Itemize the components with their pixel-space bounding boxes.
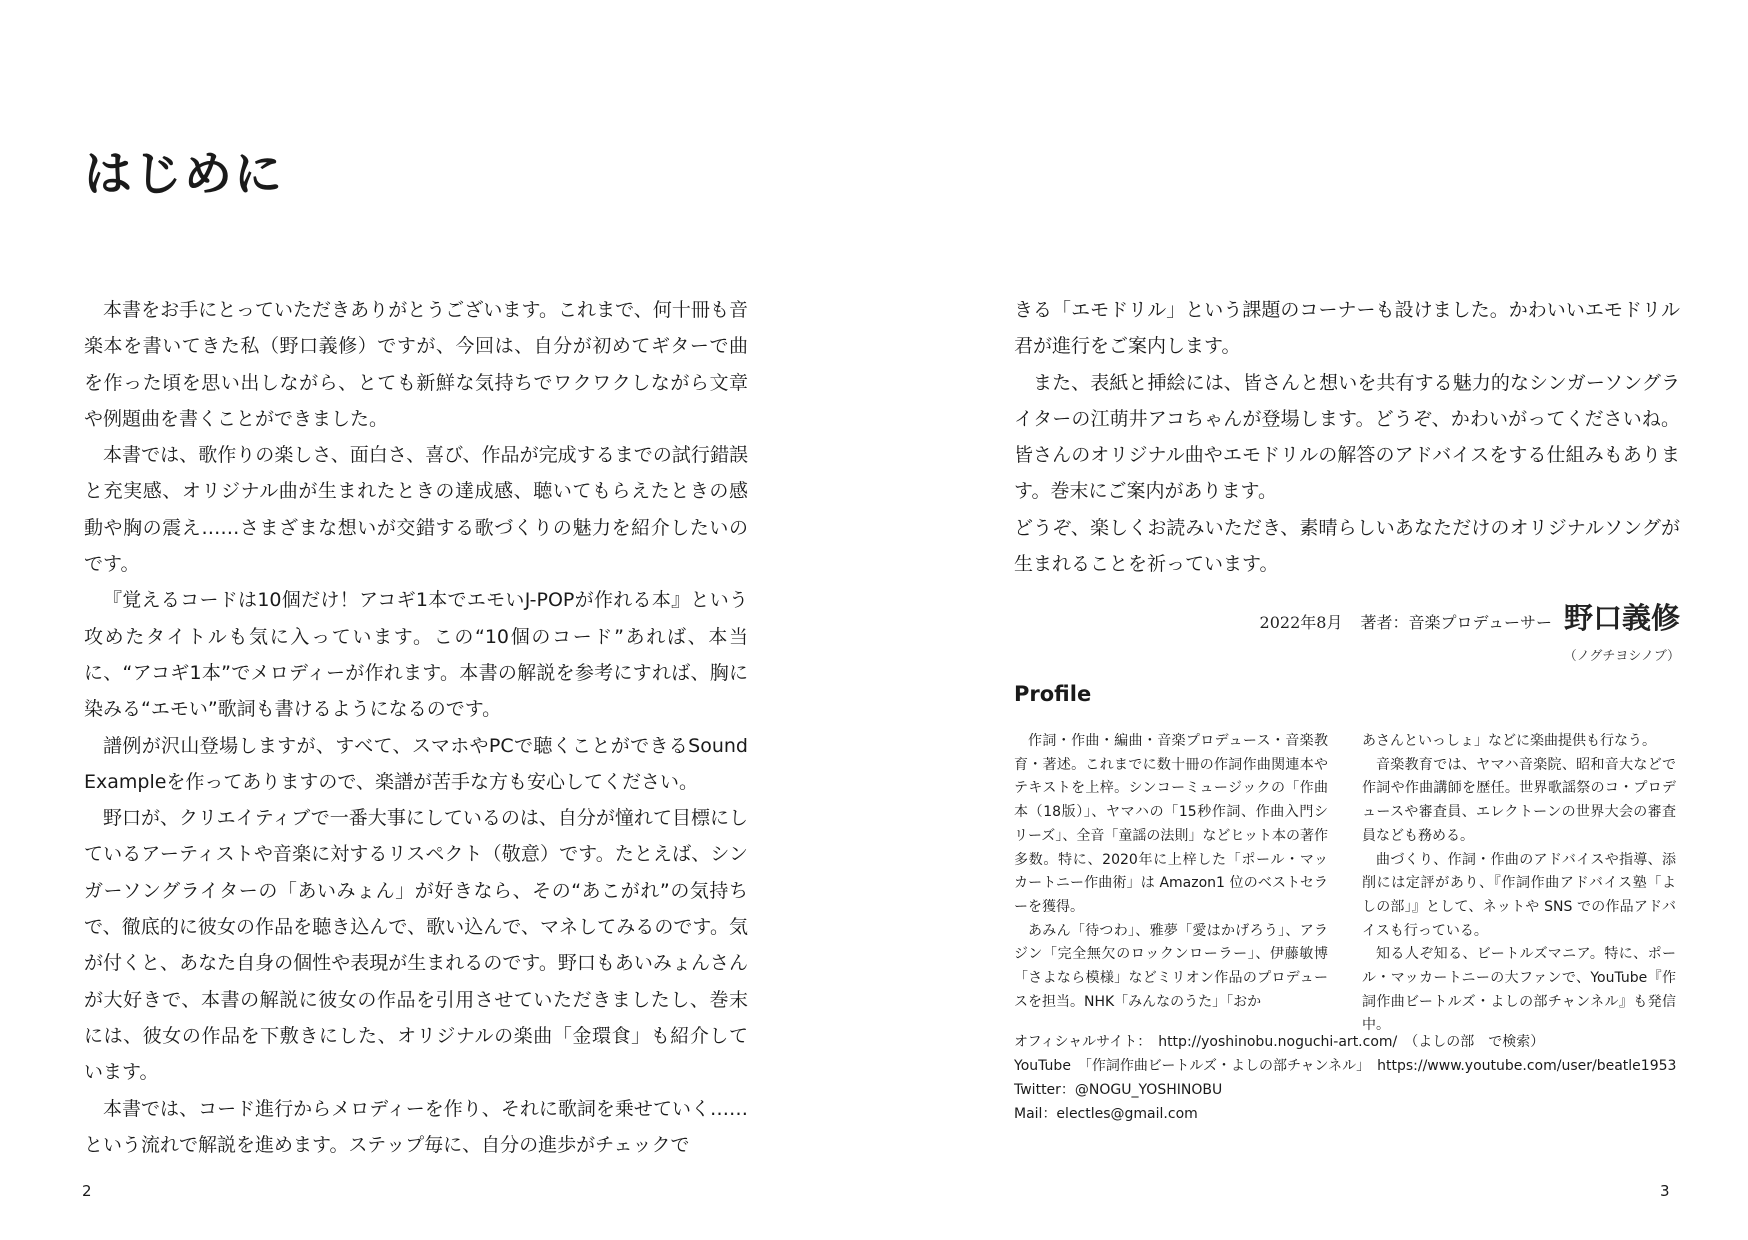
intro-text-right <box>1014 292 1680 582</box>
intro-paragraph: 本書では、コード進行からメロディーを作り、それに歌詞を乗せていく……という流れで解説を進めます。ステップ毎に、自分の進歩がチェックで <box>84 1097 748 1156</box>
signature-date: 2022年8月 <box>1259 613 1343 632</box>
intro-paragraph: 譜例が沢山登場しますが、すべて、スマホやPCで聴くことができるSound Exampleを作ってありますので、楽譜が苦手な方も安心してください。 <box>84 734 748 793</box>
signature-role: 著者：音楽プロデューサー <box>1360 613 1552 632</box>
intro-paragraph: きる「エモドリル」という課題のコーナーも設けました。かわいいエモドリル君が進行をご案内します。 <box>1014 299 1680 358</box>
profile-paragraph: 曲づくり、作詞・作曲のアドバイスや指導、添削には定評があり、『作詞作曲アドバイス塾「よしの部」』として、ネットや SNS での作品アドバイスも行っている。 <box>1362 851 1676 939</box>
page-number-left: 2 <box>82 1182 92 1200</box>
profile-paragraph: あさんといっしょ」などに楽曲提供も行なう。 <box>1362 733 1656 749</box>
signature-name: 野口義修 <box>1563 601 1680 635</box>
signature-reading: （ノグチヨシノブ） <box>1563 649 1680 664</box>
contact-info <box>1014 1030 1676 1126</box>
official-site-line: オフィシャルサイト： http://yoshinobu.noguchi-art.com/ （よしの部 で検索） <box>1014 1034 1545 1050</box>
youtube-line: YouTube 「作詞作曲ビートルズ・よしの部チャンネル」 https://www.youtube.com/user/beatle1953 <box>1014 1058 1677 1074</box>
profile-paragraph: 作詞・作曲・編曲・音楽プロデュース・音楽教育・著述。これまでに数十冊の作詞作曲関連本やテキストを上梓。シンコーミュージックの「作曲本（18版）」、ヤマハの「15秒作詞、作曲入門シリーズ」、全音「童謡の法則」などヒット本の著作多数。特に、2020年に上梓した「ポール・マッカートニー作曲術」は Amazon1 位のベストセラーを獲得。 <box>1014 733 1328 915</box>
profile-column-2 <box>1362 730 1676 1038</box>
author-signature <box>1260 596 1680 664</box>
intro-paragraph: 本書をお手にとっていただきありがとうございます。これまで、何十冊も音楽本を書いてきた私（野口義修）ですが、今回は、自分が初めてギターで曲を作った頃を思い出しながら、とても新鮮な気持ちでワクワクしながら文章や例題曲を書くことができました。 <box>84 299 748 430</box>
intro-text-left <box>84 292 748 1163</box>
profile-heading: Profile <box>1014 682 1092 706</box>
intro-paragraph: どうぞ、楽しくお読みいただき、素晴らしいあなただけのオリジナルソングが生まれることを祈っています。 <box>1014 516 1680 576</box>
intro-paragraph: 『覚えるコードは10個だけ！アコギ1本でエモいJ-POPが作れる本』という攻めたタイトルも気に入っています。この“10個のコード”あれば、本当に、“アコギ1本”でメロディーが作れます。本書の解説を参考にすれば、胸に染みる“エモい”歌詞も書けるようになるのです。 <box>84 589 748 721</box>
profile-paragraph: 知る人ぞ知る、ビートルズマニア。特に、ポール・マッカートニーの大ファンで、YouTube『作詞作曲ビートルズ・よしの部チャンネル』も発信中。 <box>1362 946 1676 1034</box>
profile-paragraph: 音楽教育では、ヤマハ音楽院、昭和音大などで作詞や作曲講師を歴任。世界歌謡祭のコ・プロデュースや審査員、エレクトーンの世界大会の審査員なども務める。 <box>1362 756 1676 844</box>
intro-paragraph: 本書では、歌作りの楽しさ、面白さ、喜び、作品が完成するまでの試行錯誤と充実感、オリジナル曲が生まれたときの達成感、聴いてもらえたときの感動や胸の震え……さまざまな想いが交錯する歌づくりの魅力を紹介したいのです。 <box>84 444 748 576</box>
intro-paragraph: また、表紙と挿絵には、皆さんと想いを共有する魅力的なシンガーソングライターの江萌井アコちゃんが登場します。どうぞ、かわいがってくださいね。皆さんのオリジナル曲やエモドリルの解答のアドバイスをする仕組みもあります。巻末にご案内があります。 <box>1014 371 1680 503</box>
page-title: はじめに <box>84 146 285 203</box>
profile-paragraph: あみん「待つわ」、雅夢「愛はかげろう」、アラジン「完全無欠のロックンローラー」、伊藤敏博「さよなら模様」などミリオン作品のプロデュースを担当。NHK「みんなのうた」「おか <box>1014 922 1328 1010</box>
page-number-right: 3 <box>1660 1182 1670 1200</box>
profile-column-1 <box>1014 730 1328 1014</box>
mail-line: Mail：electles@gmail.com <box>1014 1106 1198 1122</box>
twitter-line: Twitter：@NOGU_YOSHINOBU <box>1014 1082 1223 1098</box>
intro-paragraph: 野口が、クリエイティブで一番大事にしているのは、自分が憧れて目標にしているアーティストや音楽に対するリスペクト（敬意）です。たとえば、シンガーソングライターの「あいみょん」が好きなら、その“あこがれ”の気持ちで、徹底的に彼女の作品を聴き込んで、歌い込んで、マネしてみるのです。気が付くと、あなた自身の個性や表現が生まれるのです。野口もあいみょんさんが大好きで、本書の解説に彼女の作品を引用させていただきましたし、巻末には、彼女の作品を下敷きにした、オリジナルの楽曲「金環食」も紹介しています。 <box>84 807 748 1084</box>
